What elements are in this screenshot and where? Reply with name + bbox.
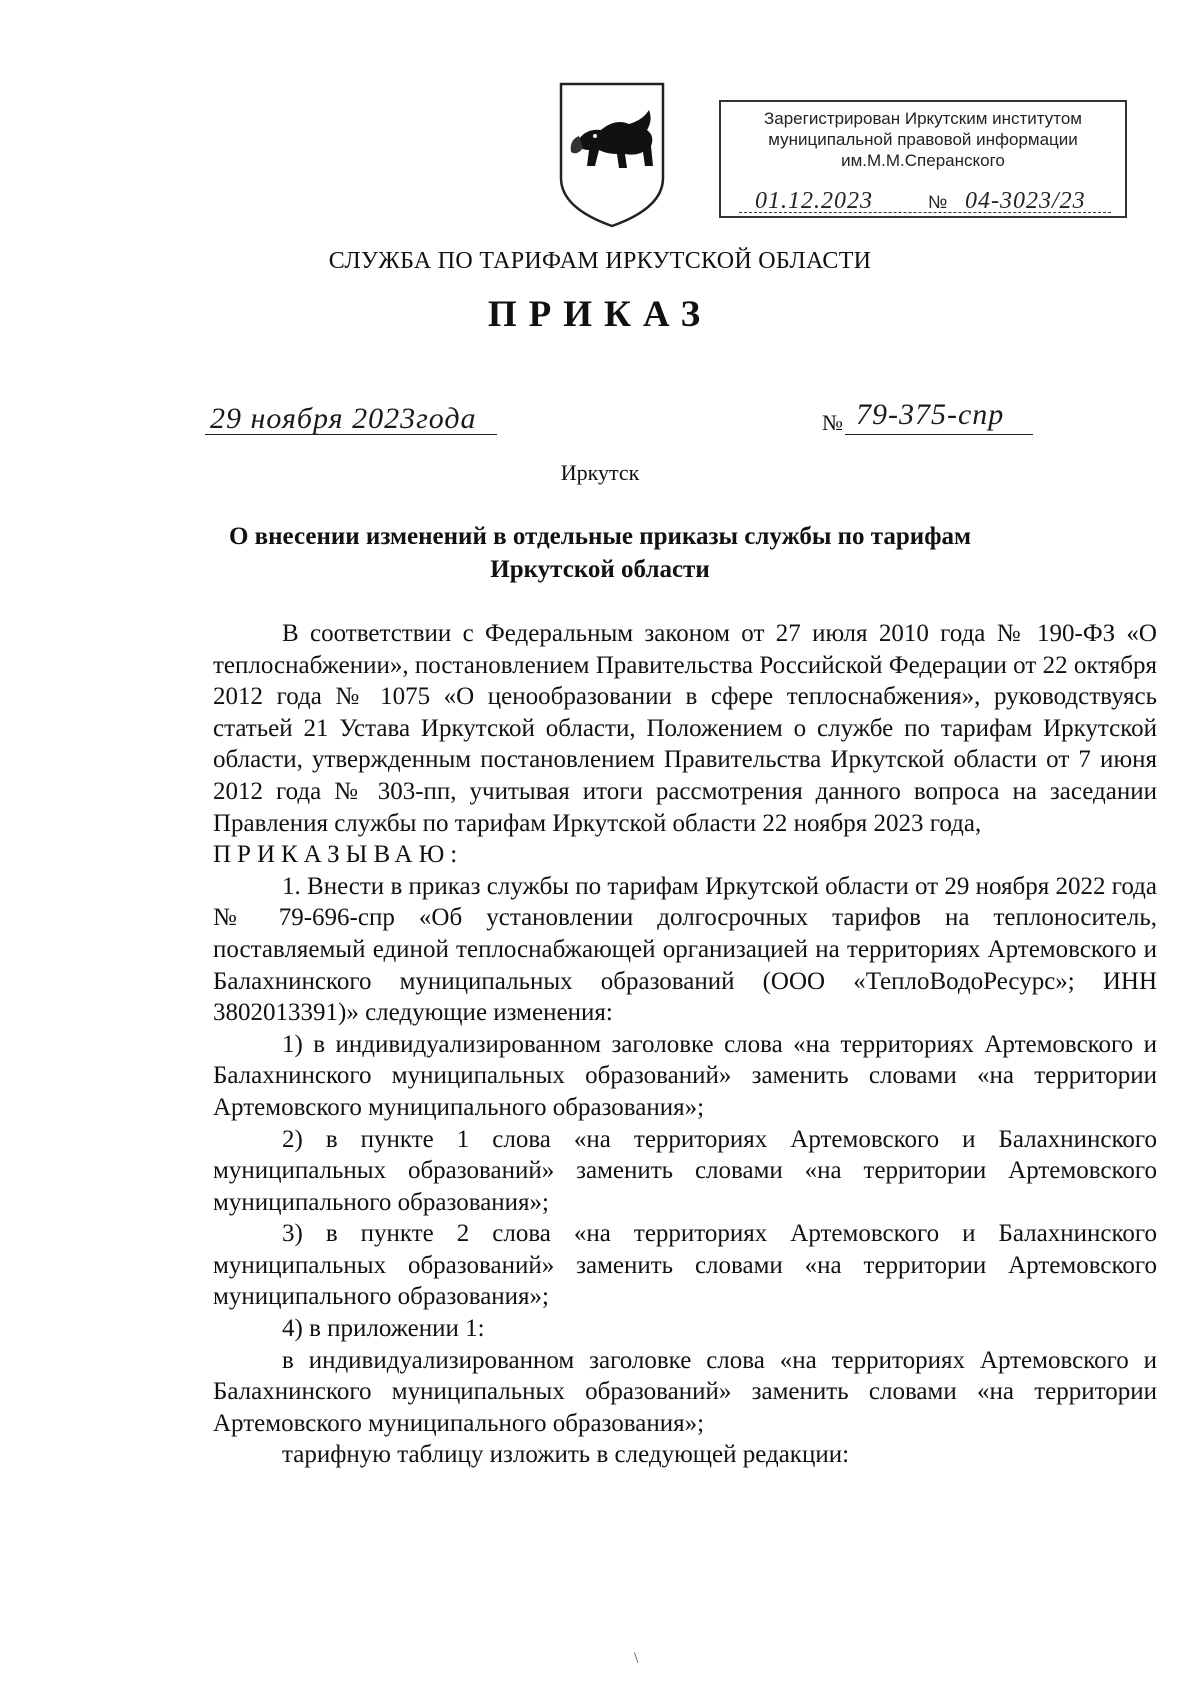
document-body xyxy=(213,618,1157,1471)
order-number-label: № xyxy=(822,410,843,435)
preamble-paragraph: В соответствии с Федеральным законом от 27 июля 2010 года № 190-ФЗ «О теплоснабжении», постановлением Правительства Российской Федерации от 22 октября 2012 года № 1075 «О ценообразовании в сфере теплоснабжения», руководствуясь статьей 21 Устава Иркутской области, Положением о службе по тарифам Иркутской области, утвержденным постановлением Правительства Иркутской области от 7 июня 2012 года № 303-пп, учитывая итоги рассмотрения данного вопроса на заседании Правления службы по тарифам Иркутской области 22 ноября 2023 года, xyxy=(213,620,1157,837)
title-line-1: О внесении изменений в отдельные приказы службы по тарифам xyxy=(228,523,972,550)
item-1-paragraph: 1. Внести в приказ службы по тарифам Иркутской области от 29 ноября 2022 года № 79-696-спр «Об установлении долгосрочных тарифов на теплоноситель, поставляемый единой теплоснабжающей организацией на территориях Артемовского и Балахнинского муниципальных образований (ООО «ТеплоВодоРесурс»; ИНН 3802013391)» следующие изменения: xyxy=(213,872,1157,1027)
stamp-line-3: им.М.М.Сперанского xyxy=(841,151,1005,170)
title-line-2: Иркутской области xyxy=(490,556,710,583)
stamp-number-label: № xyxy=(928,192,948,212)
date-underline xyxy=(205,434,497,435)
order-date: 29 ноября 2023года xyxy=(210,402,477,435)
stamp-date: 01.12.2023 xyxy=(755,188,873,214)
subitem-4-table-paragraph: тарифную таблицу изложить в следующей редакции: xyxy=(282,1441,850,1469)
document-title xyxy=(150,520,1050,586)
city-name: Иркутск xyxy=(560,460,640,485)
stamp-line-1: Зарегистрирован Иркутским институтом xyxy=(763,109,1082,128)
order-number: 79-375-спр xyxy=(856,398,1005,431)
subitem-2-paragraph: 2) в пункте 1 слова «на территориях Артемовского и Балахнинского муниципальных образований» заменить словами «на территории Артемовского муниципального образования»; xyxy=(213,1125,1157,1216)
document-type: ПРИКАЗ xyxy=(487,294,713,335)
subitem-4-paragraph: 4) в приложении 1: xyxy=(282,1315,485,1343)
stamp-text xyxy=(727,108,1119,171)
scan-mark: \ xyxy=(634,1650,639,1667)
organization-name: СЛУЖБА ПО ТАРИФАМ ИРКУТСКОЙ ОБЛАСТИ xyxy=(328,248,872,274)
order-word: ПРИКАЗЫВАЮ: xyxy=(213,841,464,869)
stamp-line-2: муниципальной правовой информации xyxy=(768,130,1078,149)
stamp-underline xyxy=(739,212,1111,213)
subitem-1-paragraph: 1) в индивидуализированном заголовке слова «на территориях Артемовского и Балахнинского муниципальных образований» заменить словами «на территории Артемовского муниципального образования»; xyxy=(213,1030,1157,1121)
number-underline xyxy=(845,434,1033,435)
stamp-number: 04-3023/23 xyxy=(965,188,1086,214)
stamp-registration-line xyxy=(735,186,1115,214)
subitem-3-paragraph: 3) в пункте 2 слова «на территориях Артемовского и Балахнинского муниципальных образований» заменить словами «на территории Артемовского муниципального образования»; xyxy=(213,1220,1157,1311)
registration-stamp xyxy=(719,100,1127,218)
subitem-4-header-paragraph: в индивидуализированном заголовке слова «на территориях Артемовского и Балахнинского муниципальных образований» заменить словами «на территории Артемовского муниципального образования»; xyxy=(213,1346,1157,1437)
coat-of-arms-emblem xyxy=(555,80,669,230)
